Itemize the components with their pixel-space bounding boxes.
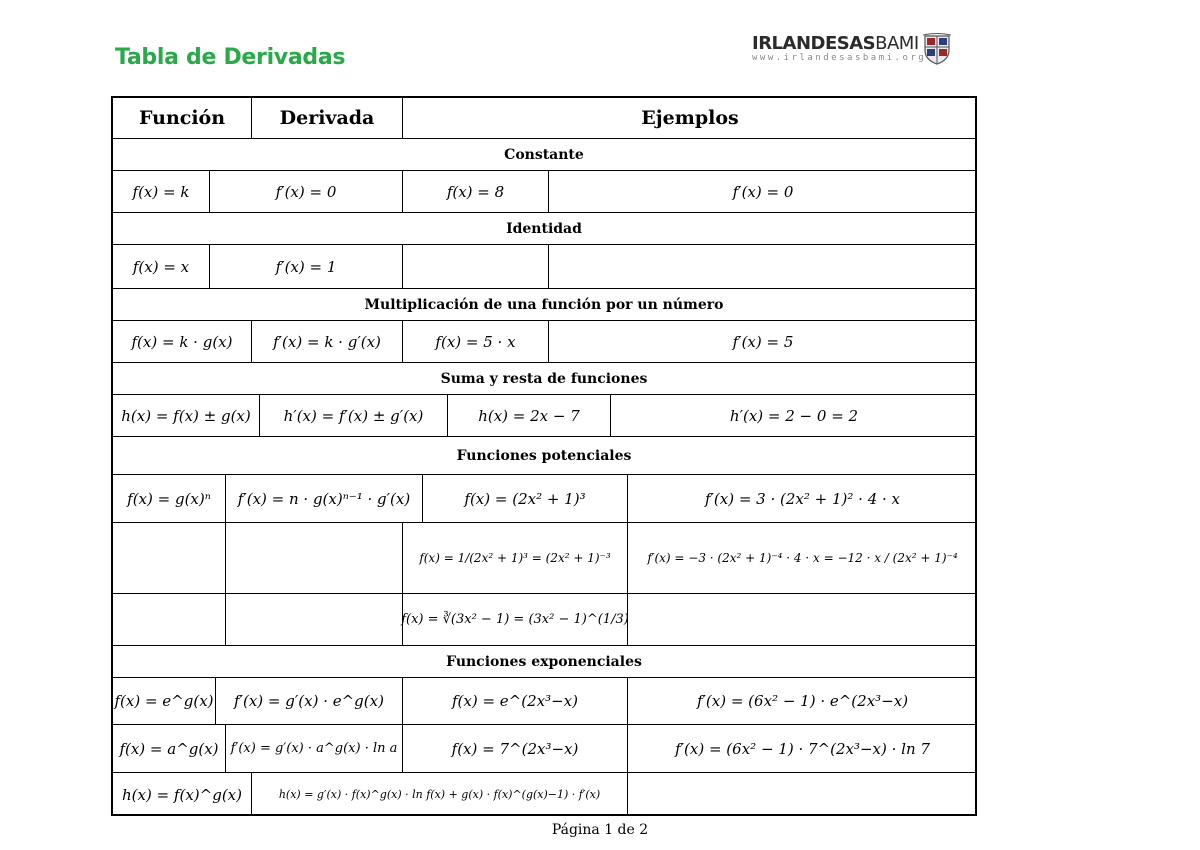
formula-cell: f′(x) = −3 · (2x² + 1)⁻⁴ · 4 · x = −12 · x / (2x² + 1)⁻⁴ bbox=[647, 551, 958, 565]
table-row bbox=[113, 171, 975, 213]
formula-cell: f(x) = k bbox=[113, 171, 210, 212]
logo-name-bold: IRLANDESAS bbox=[752, 33, 876, 54]
section-row bbox=[113, 213, 975, 245]
section-row bbox=[113, 363, 975, 395]
formula-cell: f(x) = x bbox=[113, 245, 210, 288]
table-row bbox=[113, 773, 975, 816]
formula-cell: f′(x) = 0 bbox=[210, 171, 403, 212]
formula-cell: f′(x) = 0 bbox=[732, 182, 794, 201]
formula-cell: f(x) = 7^(2x³−x) bbox=[403, 725, 628, 772]
formula-cell: h′(x) = f′(x) ± g′(x) bbox=[260, 395, 448, 436]
formula-cell bbox=[226, 594, 403, 645]
formula-cell: f(x) = e^(2x³−x) bbox=[403, 678, 628, 724]
section-constante: Constante bbox=[504, 146, 584, 163]
section-row bbox=[113, 646, 975, 678]
table-row bbox=[113, 475, 975, 523]
section-row bbox=[113, 289, 975, 321]
table-header-row bbox=[113, 98, 975, 139]
section-row bbox=[113, 437, 975, 475]
table-row bbox=[113, 523, 975, 594]
formula-cell bbox=[403, 245, 549, 288]
formula-cell: f′(x) = k · g′(x) bbox=[252, 321, 403, 362]
section-multiplicacion: Multiplicación de una función por un número bbox=[364, 296, 724, 313]
table-row bbox=[113, 594, 975, 646]
formula-cell: f(x) = a^g(x) bbox=[113, 725, 226, 772]
formula-cell: f′(x) = 1 bbox=[210, 245, 403, 288]
section-suma: Suma y resta de funciones bbox=[440, 370, 648, 387]
school-crest-icon bbox=[922, 33, 952, 65]
derivatives-table bbox=[111, 96, 977, 816]
formula-cell: h′(x) = 2 − 0 = 2 bbox=[729, 406, 859, 425]
formula-cell: h(x) = 2x − 7 bbox=[448, 395, 611, 436]
formula-cell: f′(x) = 5 bbox=[732, 332, 794, 351]
logo-name-light: BAMI bbox=[875, 33, 919, 54]
brand-logo bbox=[752, 33, 952, 71]
formula-cell bbox=[226, 523, 403, 593]
table-row bbox=[113, 245, 975, 289]
formula-cell bbox=[628, 594, 977, 645]
formula-cell: f(x) = ∛(3x² − 1) = (3x² − 1)^(1/3) bbox=[403, 594, 628, 645]
formula-cell bbox=[113, 523, 226, 593]
section-row bbox=[113, 139, 975, 171]
formula-cell: h(x) = f(x)^g(x) bbox=[113, 773, 252, 816]
page-title: Tabla de Derivadas bbox=[115, 45, 346, 70]
section-identidad: Identidad bbox=[506, 220, 582, 237]
formula-cell: f(x) = (2x² + 1)³ bbox=[423, 475, 628, 522]
formula-cell: f(x) = 8 bbox=[403, 171, 549, 212]
formula-cell bbox=[549, 245, 977, 288]
formula-cell: f(x) = 1/(2x² + 1)³ = (2x² + 1)⁻³ bbox=[403, 523, 628, 593]
header-funcion: Función bbox=[113, 98, 252, 138]
formula-cell: f′(x) = n · g(x)ⁿ⁻¹ · g′(x) bbox=[226, 475, 423, 522]
formula-cell: f(x) = e^g(x) bbox=[113, 678, 216, 724]
formula-cell bbox=[113, 594, 226, 645]
formula-cell bbox=[628, 773, 977, 816]
page-number: Página 1 de 2 bbox=[551, 822, 649, 838]
formula-cell: f′(x) = g′(x) · e^g(x) bbox=[216, 678, 403, 724]
formula-cell: f(x) = k · g(x) bbox=[113, 321, 252, 362]
formula-cell: f(x) = g(x)ⁿ bbox=[113, 475, 226, 522]
formula-cell: h(x) = g′(x) · f(x)^g(x) · ln f(x) + g(x) · f(x)^(g(x)−1) · f′(x) bbox=[252, 773, 628, 816]
header-derivada: Derivada bbox=[252, 98, 403, 138]
formula-cell: f′(x) = (6x² − 1) · 7^(2x³−x) · ln 7 bbox=[675, 739, 930, 758]
table-row bbox=[113, 395, 975, 437]
section-potenciales: Funciones potenciales bbox=[456, 447, 632, 464]
logo-name bbox=[752, 33, 919, 54]
logo-url: www.irlandesasbami.org bbox=[752, 53, 927, 63]
formula-cell: f(x) = 5 · x bbox=[403, 321, 549, 362]
formula-cell: h(x) = f(x) ± g(x) bbox=[113, 395, 260, 436]
header-ejemplos: Ejemplos bbox=[641, 107, 739, 129]
formula-cell: f′(x) = 3 · (2x² + 1)² · 4 · x bbox=[704, 489, 901, 508]
formula-cell: f′(x) = (6x² − 1) · e^(2x³−x) bbox=[696, 692, 909, 710]
formula-cell: f′(x) = g′(x) · a^g(x) · ln a bbox=[226, 725, 403, 772]
table-row bbox=[113, 678, 975, 725]
table-row bbox=[113, 725, 975, 773]
section-exponenciales: Funciones exponenciales bbox=[446, 653, 642, 670]
table-row bbox=[113, 321, 975, 363]
